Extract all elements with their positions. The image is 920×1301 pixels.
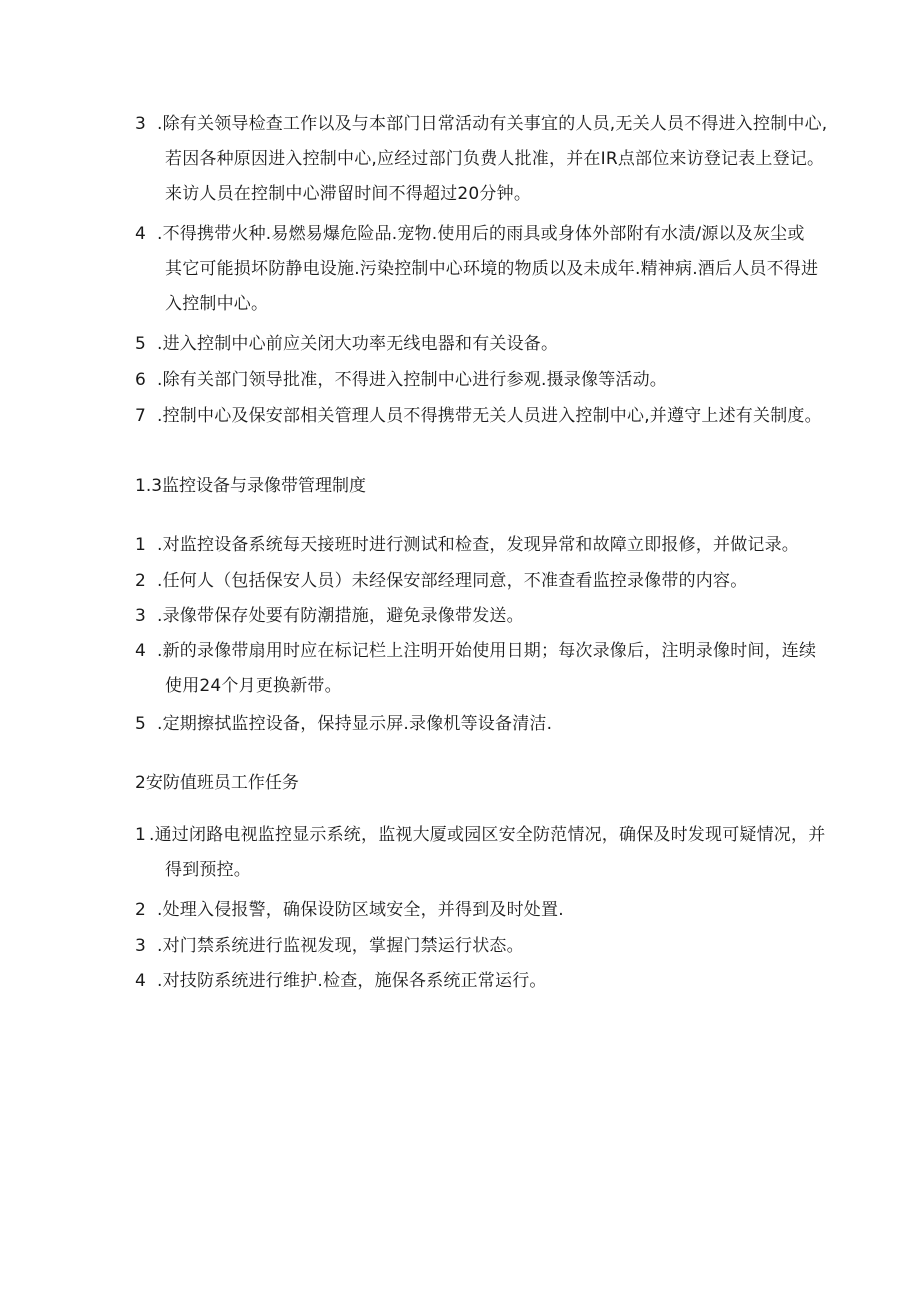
- list-item-s1-7: [135, 399, 895, 434]
- list-text-line: .任何人（包括保安人员）未经保安部经理同意，不准查看监控录像带的内容。: [157, 571, 748, 591]
- list-number: 7: [135, 406, 147, 426]
- list-number: 3: [135, 936, 147, 956]
- list-number: 5: [135, 334, 147, 354]
- section-heading-1-3: 1.3监控设备与录像带管理制度: [135, 476, 367, 496]
- list-number: 4: [135, 224, 147, 244]
- list-text-line: .对门禁系统进行监视发现，掌握门禁运行状态。: [157, 936, 524, 956]
- list-text-line: 使用24个月更换新带。: [165, 676, 342, 696]
- list-number: 4: [135, 641, 147, 661]
- list-text-line: .定期擦拭监控设备，保持显示屏.录像机等设备清洁.: [157, 714, 553, 734]
- list-item-s1-5: [135, 327, 895, 362]
- list-item-s3-2: [135, 893, 895, 928]
- list-text-line: 其它可能损坏防静电设施.污染控制中心环境的物质以及未成年.精神病.酒后人员不得进: [165, 259, 819, 279]
- list-text-line: .处理入侵报警，确保设防区域安全，并得到及时处置.: [157, 900, 564, 920]
- list-number: 5: [135, 714, 147, 734]
- list-number: 4: [135, 971, 147, 991]
- list-item-s2-4: [135, 634, 895, 704]
- list-number: 2: [135, 900, 147, 920]
- list-text-line: .录像带保存处要有防潮措施，避免录像带发送。: [157, 606, 524, 626]
- list-text-line: .除有关部门领导批准，不得进入控制中心进行参观.摄录像等活动。: [157, 370, 668, 390]
- list-item-s1-6: [135, 363, 895, 398]
- list-text-line: .通过闭路电视监控显示系统，监视大厦或园区安全防范情况，确保及时发现可疑情况，并: [149, 825, 826, 845]
- list-text-line: 来访人员在控制中心滞留时间不得超过20分钟。: [165, 184, 532, 204]
- list-text-line: .不得携带火种.易燃易爆危险品.宠物.使用后的雨具或身体外部附有水渍/源以及灰尘或: [157, 224, 805, 244]
- list-number: 6: [135, 370, 147, 390]
- list-number: 3: [135, 114, 147, 134]
- list-item-s3-3: [135, 929, 895, 964]
- list-number: 1: [135, 535, 147, 555]
- list-item-s1-4: [135, 217, 895, 322]
- list-text-line: 得到预控。: [165, 860, 251, 880]
- list-text-line: 若因各种原因进入控制中心,应经过部门负费人批准，并在IR点部位来访登记表上登记。: [165, 149, 825, 169]
- list-number: 2: [135, 571, 147, 591]
- list-text-line: .对技防系统进行维护.检查，施保各系统正常运行。: [157, 971, 547, 991]
- list-item-s1-3: [135, 107, 895, 212]
- list-text-line: .除有关领导检查工作以及与本部门日常活动有关事宜的人员,无关人员不得进入控制中心,: [157, 114, 828, 134]
- list-item-s3-1: [135, 818, 895, 888]
- list-item-s2-3: [135, 599, 895, 634]
- list-text-line: .对监控设备系统每天接班时进行测试和检查，发现异常和故障立即报修，并做记录。: [157, 535, 800, 555]
- section-heading-2: 2安防值班员工作任务: [135, 773, 299, 793]
- list-item-s2-1: [135, 528, 895, 563]
- list-number: 3: [135, 606, 147, 626]
- list-item-s2-2: [135, 564, 895, 599]
- list-number: 1: [135, 825, 147, 845]
- list-text-line: 入控制中心。: [165, 294, 269, 314]
- list-text-line: .进入控制中心前应关闭大功率无线电器和有关设备。: [157, 334, 559, 354]
- list-text-line: .控制中心及保安部相关管理人员不得携带无关人员进入控制中心,并遵守上述有关制度。: [157, 406, 822, 426]
- list-item-s3-4: [135, 964, 895, 999]
- list-text-line: .新的录像带扇用时应在标记栏上注明开始使用日期；每次录像后，注明录像时间，连续: [157, 641, 817, 661]
- list-item-s2-5: [135, 707, 895, 742]
